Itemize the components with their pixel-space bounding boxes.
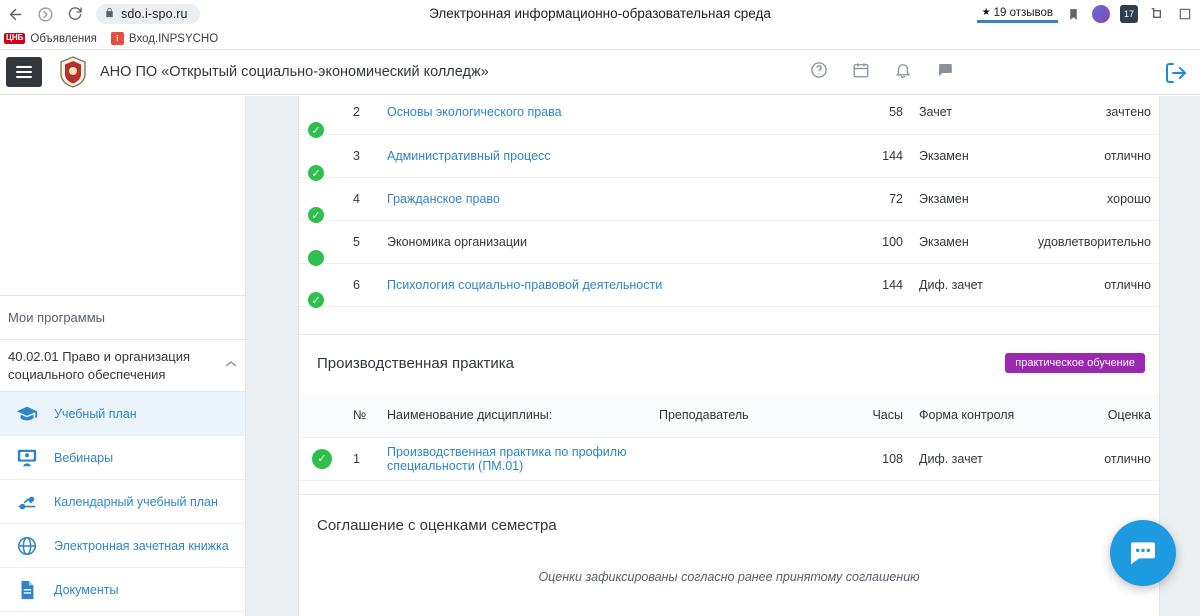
row-discipline[interactable] <box>379 437 651 480</box>
row-number: 6 <box>345 263 379 306</box>
extension-globe-icon[interactable] <box>1088 1 1114 27</box>
chevron-up-icon[interactable] <box>217 358 237 373</box>
chat-icon[interactable] <box>936 61 954 84</box>
bookmark-label: Вход.INPSYCHO <box>128 32 219 45</box>
row-number: 1 <box>345 437 379 480</box>
col-status <box>299 394 345 437</box>
discipline-link[interactable]: Административный процесс <box>387 148 551 163</box>
sidebar-item-label: Учебный план <box>54 406 137 421</box>
sidebar-item-label: Календарный учебный план <box>54 494 218 509</box>
status-badge: практическое обучение <box>1005 353 1145 373</box>
row-mark[interactable]: зачтено <box>1029 96 1159 134</box>
status-check-icon: ✓ <box>312 449 332 469</box>
table-row[interactable] <box>299 134 1159 177</box>
extension-calendar-icon[interactable]: 17 <box>1116 1 1142 27</box>
col-hours: Часы <box>841 394 911 437</box>
sidebar-top-blank <box>0 96 245 296</box>
table-row[interactable] <box>299 220 1159 263</box>
table-row[interactable] <box>299 437 1159 480</box>
practice-card <box>298 334 1160 496</box>
row-teacher <box>651 437 841 480</box>
status-check-icon: ✓ <box>306 163 326 183</box>
star-icon: ★ <box>981 7 991 18</box>
sidebar-item-label: Электронная зачетная книжка <box>54 538 229 553</box>
courses-table <box>299 96 1159 307</box>
bell-icon[interactable] <box>894 61 912 84</box>
col-mark: Оценка <box>1029 394 1159 437</box>
discipline-link[interactable]: Гражданское право <box>387 191 500 206</box>
graduation-cap-icon <box>14 403 40 425</box>
bookmark-label: Объявления <box>30 32 97 45</box>
reload-icon[interactable] <box>60 0 90 28</box>
row-control-form: Экзамен <box>911 220 1029 263</box>
practice-table <box>299 394 1159 481</box>
page-title: Электронная информационно-образовательная среда <box>429 6 771 21</box>
row-control-form: Экзамен <box>911 177 1029 220</box>
forward-arrow-icon[interactable] <box>30 0 60 28</box>
sidebar-program-label: 40.02.01 Право и организация социального обеспечения <box>8 348 191 382</box>
app-header <box>0 50 1200 95</box>
main-content <box>246 96 1200 616</box>
discipline-link[interactable]: Производственная практика по профилю специальности (ПМ.01) <box>387 444 627 473</box>
row-discipline[interactable] <box>379 134 841 177</box>
sidebar-item-label: Вебинары <box>54 450 114 465</box>
college-crest-logo <box>58 56 88 88</box>
row-control-form: Диф. зачет <box>911 437 1029 480</box>
row-number: 2 <box>345 96 379 134</box>
row-mark: удовлетворительно <box>1029 220 1159 263</box>
back-arrow-icon[interactable] <box>0 0 30 28</box>
status-check-icon: ✓ <box>306 205 326 225</box>
webinar-icon <box>14 447 40 469</box>
discipline-link[interactable]: Основы экологического права <box>387 105 562 120</box>
hamburger-menu-icon[interactable] <box>6 57 42 87</box>
row-hours: 72 <box>841 177 911 220</box>
row-mark[interactable]: отлично <box>1029 263 1159 306</box>
address-bar-url: sdo.i-spo.ru <box>121 7 188 21</box>
sidebar-program-group[interactable] <box>0 340 245 392</box>
bookmark-item-0[interactable] <box>4 33 97 45</box>
table-row[interactable] <box>299 177 1159 220</box>
calendar-plan-icon <box>14 491 40 513</box>
table-row[interactable] <box>299 263 1159 306</box>
calendar-icon[interactable] <box>852 61 870 84</box>
bookmark-item-1[interactable] <box>111 32 218 45</box>
sidebar-section-title: Мои программы <box>0 296 245 340</box>
reviews-label: 19 отзывов <box>993 6 1053 19</box>
browser-extensions <box>977 0 1200 28</box>
row-hours: 58 <box>841 96 911 134</box>
row-mark[interactable]: отлично <box>1029 437 1159 480</box>
sidebar <box>0 96 246 616</box>
table-row[interactable] <box>299 96 1159 134</box>
sidebar-item-study-plan[interactable] <box>0 392 245 436</box>
row-discipline[interactable] <box>379 177 841 220</box>
status-check-icon: ✓ <box>306 290 326 310</box>
row-number: 3 <box>345 134 379 177</box>
row-number: 4 <box>345 177 379 220</box>
agreement-title: Соглашение с оценками семестра <box>317 517 557 534</box>
col-discipline: Наименование дисциплины: <box>379 394 651 437</box>
discipline-link[interactable]: Психология социально-правовой деятельности <box>387 277 663 292</box>
bookmarks-bar <box>0 28 1200 50</box>
row-mark[interactable]: отлично <box>1029 134 1159 177</box>
row-status <box>299 437 345 480</box>
organization-title: АНО ПО «Открытый социально-экономический колледж» <box>100 64 489 80</box>
bookmark-badge-icon: ЦНБ <box>6 33 24 43</box>
extension-more-icon[interactable] <box>1172 1 1198 27</box>
sidebar-item-documents[interactable] <box>0 568 245 612</box>
status-dot-icon <box>306 248 326 268</box>
sidebar-item-calendar-plan[interactable] <box>0 480 245 524</box>
logout-icon[interactable] <box>1164 50 1188 95</box>
sidebar-item-label: Документы <box>54 582 119 597</box>
header-icon-group <box>810 50 954 95</box>
bookmark-flag-icon[interactable] <box>1060 1 1086 27</box>
extension-clip-icon[interactable] <box>1144 1 1170 27</box>
row-hours: 144 <box>841 263 911 306</box>
sidebar-item-webinars[interactable] <box>0 436 245 480</box>
row-discipline[interactable] <box>379 263 841 306</box>
row-control-form: Экзамен <box>911 134 1029 177</box>
address-bar[interactable] <box>96 4 200 24</box>
lock-icon <box>104 5 115 23</box>
row-control-form: Диф. зачет <box>911 263 1029 306</box>
col-number: № <box>345 394 379 437</box>
row-hours: 108 <box>841 437 911 480</box>
globe-icon <box>14 535 40 557</box>
help-icon[interactable] <box>810 61 828 84</box>
status-check-icon: ✓ <box>306 120 326 140</box>
reviews-badge[interactable] <box>977 6 1058 23</box>
row-number: 5 <box>345 220 379 263</box>
documents-icon <box>14 579 40 601</box>
row-hours: 100 <box>841 220 911 263</box>
col-teacher: Преподаватель <box>651 394 841 437</box>
chat-bubble-icon[interactable] <box>1110 520 1176 586</box>
row-control-form: Зачет <box>911 96 1029 134</box>
row-discipline[interactable] <box>379 96 841 134</box>
practice-title: Производственная практика <box>317 355 515 372</box>
sidebar-item-gradebook[interactable] <box>0 524 245 568</box>
bookmark-site-icon: i <box>111 32 124 45</box>
agreement-note: Оценки зафиксированы согласно ранее принятому соглашению <box>538 570 920 584</box>
row-discipline: Экономика организации <box>379 220 841 263</box>
agreement-card <box>298 494 1160 616</box>
row-mark[interactable]: хорошо <box>1029 177 1159 220</box>
browser-toolbar <box>0 0 1200 28</box>
col-control-form: Форма контроля <box>911 394 1029 437</box>
row-hours: 144 <box>841 134 911 177</box>
